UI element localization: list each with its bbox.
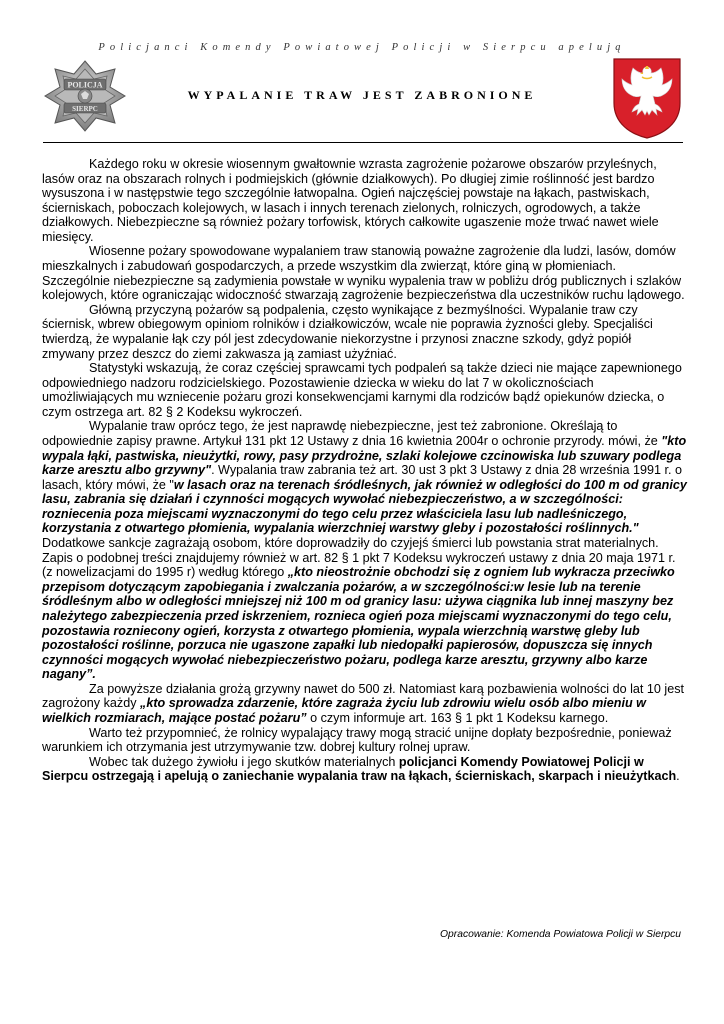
paragraph-text: Dodatkowe sankcje zagrażają osobom, które doprowadziły do czyjejś śmierci lub powstania strat materialnych. Zapis o podobnej treści znajdujemy również w art. 82 § 1 pkt 7 Kodeksu wykroczeń ustawy z dnia 20 maja 1971 r. (z nowelizacjami do 1995 r) według którego [42,536,676,580]
appeal-text: policjanci Komendy Powiatowej Policji w Sierpcu ostrzegają i apelują o zaniechanie wypalania traw na łąkach, ścierniskach, skarpach i nieużytkach [42,754,677,784]
paragraph [42,244,687,302]
badge-text-bottom: SIERPC [72,105,98,113]
paragraph-text: Wypalanie traw oprócz tego, że jest naprawdę niebezpieczne, jest też zabronione. Określają to odpowiednie zapisy prawne. Artykuł 131 pkt 12 Ustawy z dnia 16 kwietnia 2004r o ochronie przyrody. mówi, że [42,419,662,448]
article-body [42,157,687,784]
paragraph [42,682,687,726]
legal-quote: w lasach oraz na terenach śródleśnych, jak również w odległości do 100 m od granicy lasu, zabrania się działań i czynności mogących wywołać niebezpieczeństwo, a w szczególności: rozniecenia poza miejscami wyznaczonymi do tego celu przez właściciela lasu lub nadleśniczego, korzystania z otwartego płomienia, wypalania wierzchniej warstwy gleby i pozostałości roślinnych." [42,477,687,536]
legal-quote: „kto nieostrożnie obchodzi się z ogniem lub wykracza przeciwko przepisom dotyczącym zapobiegania i zwalczania pożarów, a w szczególności:w lesie lub na terenie śródleśnym albo w odległości mniejszej niż 100 m od granicy lasu: używa ciągnika lub innej maszyny bez należytego zabezpieczenia przed iskrzeniem, roznieca ogień poza miejscami wyznaczonymi do tego celu, pozostawia rozniecony ogień, korzysta z otwartego płomienia, wypala wierzchnią warstwę gleby lub pozostałości roślinne, porzuca nie ugaszone zapałki lub niedopałki papierosów, dopuszcza się innych czynności mogących wywołać niebezpieczeństwo pożaru, podlega karze aresztu, grzywny albo karze nagany”. [42,565,675,682]
paragraph [42,755,687,784]
paragraph-text: . Wypalania traw zabrania też art. 30 ust 3 pkt 3 Ustawy z dnia 28 września 1991 r. o lasach, który mówi, że " [42,463,683,492]
page-title: WYPALANIE TRAW JEST ZABRONIONE [187,88,537,102]
paragraph-text: o czym informuje art. 163 § 1 pkt 1 Kodeksu karnego. [306,710,609,725]
paragraph-text: Za powyższe działania grożą grzywny nawet do 500 zł. Natomiast karą pozbawienia wolności do lat 10 jest zagrożony każdy [42,681,685,711]
legal-quote: „kto sprowadza zdarzenie, które zagraża życiu lub zdrowiu wielu osób albo mieniu w wielkich rozmiarach, mające postać pożaru” [42,696,646,725]
paragraph-text: . [676,769,680,784]
paragraph-text: Warto też przypomnieć, że rolnicy wypalający trawy mogą stracić unijne dopłaty bezpośrednie, ponieważ warunkiem ich otrzymania jest utrzymywanie tzw. dobrej kultury rolnej upraw. [42,725,672,755]
footer-credit: Opracowanie: Komenda Powiatowa Policji w Sierpcu [440,929,681,940]
paragraph [42,726,687,755]
paragraph-text: Statystyki wskazują, że coraz częściej sprawcami tych podpaleń są także dzieci nie mające zapewnionego odpowiedniego nadzoru rodzicielskiego. Pozostawienie dziecka w wieku do lat 7 w okolicznościach umożliwiających mu wzniecenie pożaru grozi konsekwencjami karnymi dla rodziców bądź opiekunów dziecka, o czym ostrzega art. 82 § 2 Kodeksu wykroczeń. [42,361,682,419]
paragraph-text: Główną przyczyną pożarów są podpalenia, często wynikające z bezmyślności. Wypalanie traw czy ściernisk, wbrew obiegowym opiniom rolników i działkowiczów, wcale nie poprawia żyzności gleby. Specjaliści twierdzą, że wypalanie łąk czy pól jest zdecydowanie niekorzystne i przynosi znaczne szkody, gdyż popiół zmywany przez deszcz do ziemi zakwasza ją zamiast użyźniać. [42,302,653,361]
legal-quote: "kto wypala łąki, pastwiska, nieużytki, rowy, pasy przydrożne, szlaki kolejowe czcinowiska lub szuwary podlega karze aresztu albo grzywny" [42,433,687,478]
header-appeal-line: Policjanci Komendy Powiatowej Policji w Sierpcu apelują [98,42,626,53]
sierpc-coat-of-arms [612,57,682,139]
paragraph-text: Każdego roku w okresie wiosennym gwałtownie wzrasta zagrożenie pożarowe obszarów przyleśnych, lasów oraz na obszarach rolnych i podmiejskich (głównie działkowych). Po długiej zimie roślinność jest bardzo wysuszona i w następstwie tego szczególnie łatwopalna. Ogień najczęściej powstaje na łąkach, pastwiskach, ścierniskach, poboczach kolejowych, w lasach i innych terenach zielonych, rolniczych, ogrodowych, a także działkowych. Niebezpieczne są również pożary torfowisk, których całkowite ugaszenie może trwać nawet wiele miesięcy. [42,157,659,244]
paragraph-text: Wiosenne pożary spowodowane wypalaniem traw stanowią poważne zagrożenie dla ludzi, lasów, domów mieszkalnych i zabudowań gospodarczych, a przede wszystkim dla zwierząt, które giną w płomieniach. Szczególnie niebezpieczne są zadymienia powstałe w wyniku wypalenia traw w pobliżu dróg publicznych i szlaków kolejowych, które ograniczając widoczność stwarzają zagrożenie bezpieczeństwa dla uczestników ruchu lądowego. [42,244,685,303]
paragraph [42,419,687,681]
paragraph-text: Wobec tak dużego żywiołu i jego skutków materialnych [89,754,399,769]
paragraph [42,361,687,419]
badge-text-top: POLICJA [67,80,103,90]
header-divider [43,142,683,143]
paragraph [42,157,687,244]
paragraph [42,303,687,361]
